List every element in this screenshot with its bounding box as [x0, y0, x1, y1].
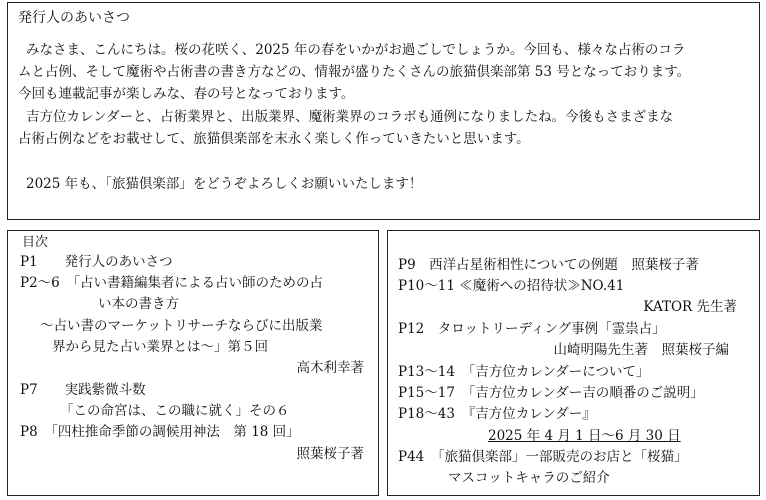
greeting-box	[7, 2, 760, 220]
greeting-line: ムと占例、そして魔術や占術書の書き方などの、情報が盛りたくさんの旅猫倶楽部第 53 号となっております。	[18, 64, 691, 80]
toc-left-box	[7, 230, 379, 496]
toc-entry: P15〜17 「吉方位カレンダー吉の順番のご説明」	[398, 385, 704, 401]
toc-entry: P7 実践紫微斗数	[20, 382, 146, 398]
toc-author: KATOR 先生著	[643, 299, 737, 315]
greeting-line: 占術占例などをお載せして、旅猫倶楽部を末永く楽しく作っていきたいと思います。	[18, 131, 530, 147]
toc-title: 目次	[22, 235, 49, 250]
toc-author: 高木利幸著	[296, 360, 364, 376]
toc-entry: 「この命宮は、この職に就く」その６	[60, 403, 290, 419]
toc-entry: P10〜11 ≪魔術への招待状≫NO.41	[398, 278, 625, 294]
toc-entry: P44 「旅猫倶楽部」一部販売のお店と「桜猫」	[398, 449, 688, 465]
toc-entry: い本の書き方	[98, 296, 179, 312]
toc-entry: P9 西洋占星術相性についての例題 照葉桜子著	[398, 257, 699, 273]
toc-entry: P8 「四柱推命季節の調候用神法 第 18 回」	[20, 424, 300, 440]
toc-entry: P13〜14 「吉方位カレンダーについて」	[398, 364, 650, 380]
toc-entry: マスコットキャラのご紹介	[448, 470, 610, 486]
toc-author: 照葉桜子著	[296, 446, 364, 462]
toc-entry: 〜占い書のマーケットリサーチならびに出版業	[40, 318, 323, 334]
greeting-title: 発行人のあいさつ	[18, 10, 130, 26]
greeting-line: 2025 年も、「旅猫倶楽部」をどうぞよろしくお願いいたします！	[26, 176, 423, 192]
greeting-line: 吉方位カレンダーと、占術業界と、出版業界、魔術業界のコラボも通例になりましたね。今後もさまざまな	[26, 109, 674, 125]
toc-right-box	[387, 230, 760, 496]
toc-entry: P1 発行人のあいさつ	[20, 254, 173, 270]
toc-date-range: 2025 年 4 月 1 日〜6 月 30 日	[488, 428, 681, 444]
toc-entry: P2〜6 「占い書籍編集者による占い師のための占	[20, 275, 324, 291]
toc-entry: 界から見た占い業界とは〜」第５回	[52, 339, 268, 355]
toc-author: 山崎明陽先生著 照葉桜子編	[553, 342, 729, 358]
toc-entry: P18〜43 『吉方位カレンダー』	[398, 406, 596, 422]
toc-entry: P12 タロットリーディング事例「霊祟占」	[398, 321, 666, 337]
greeting-line: みなさま、こんにちは。桜の花咲く、2025 年の春をいかがお過ごしでしょうか。今回も、様々な占術のコラ	[26, 42, 686, 58]
greeting-line: 今回も連載記事が楽しみな、春の号となっております。	[18, 86, 355, 102]
